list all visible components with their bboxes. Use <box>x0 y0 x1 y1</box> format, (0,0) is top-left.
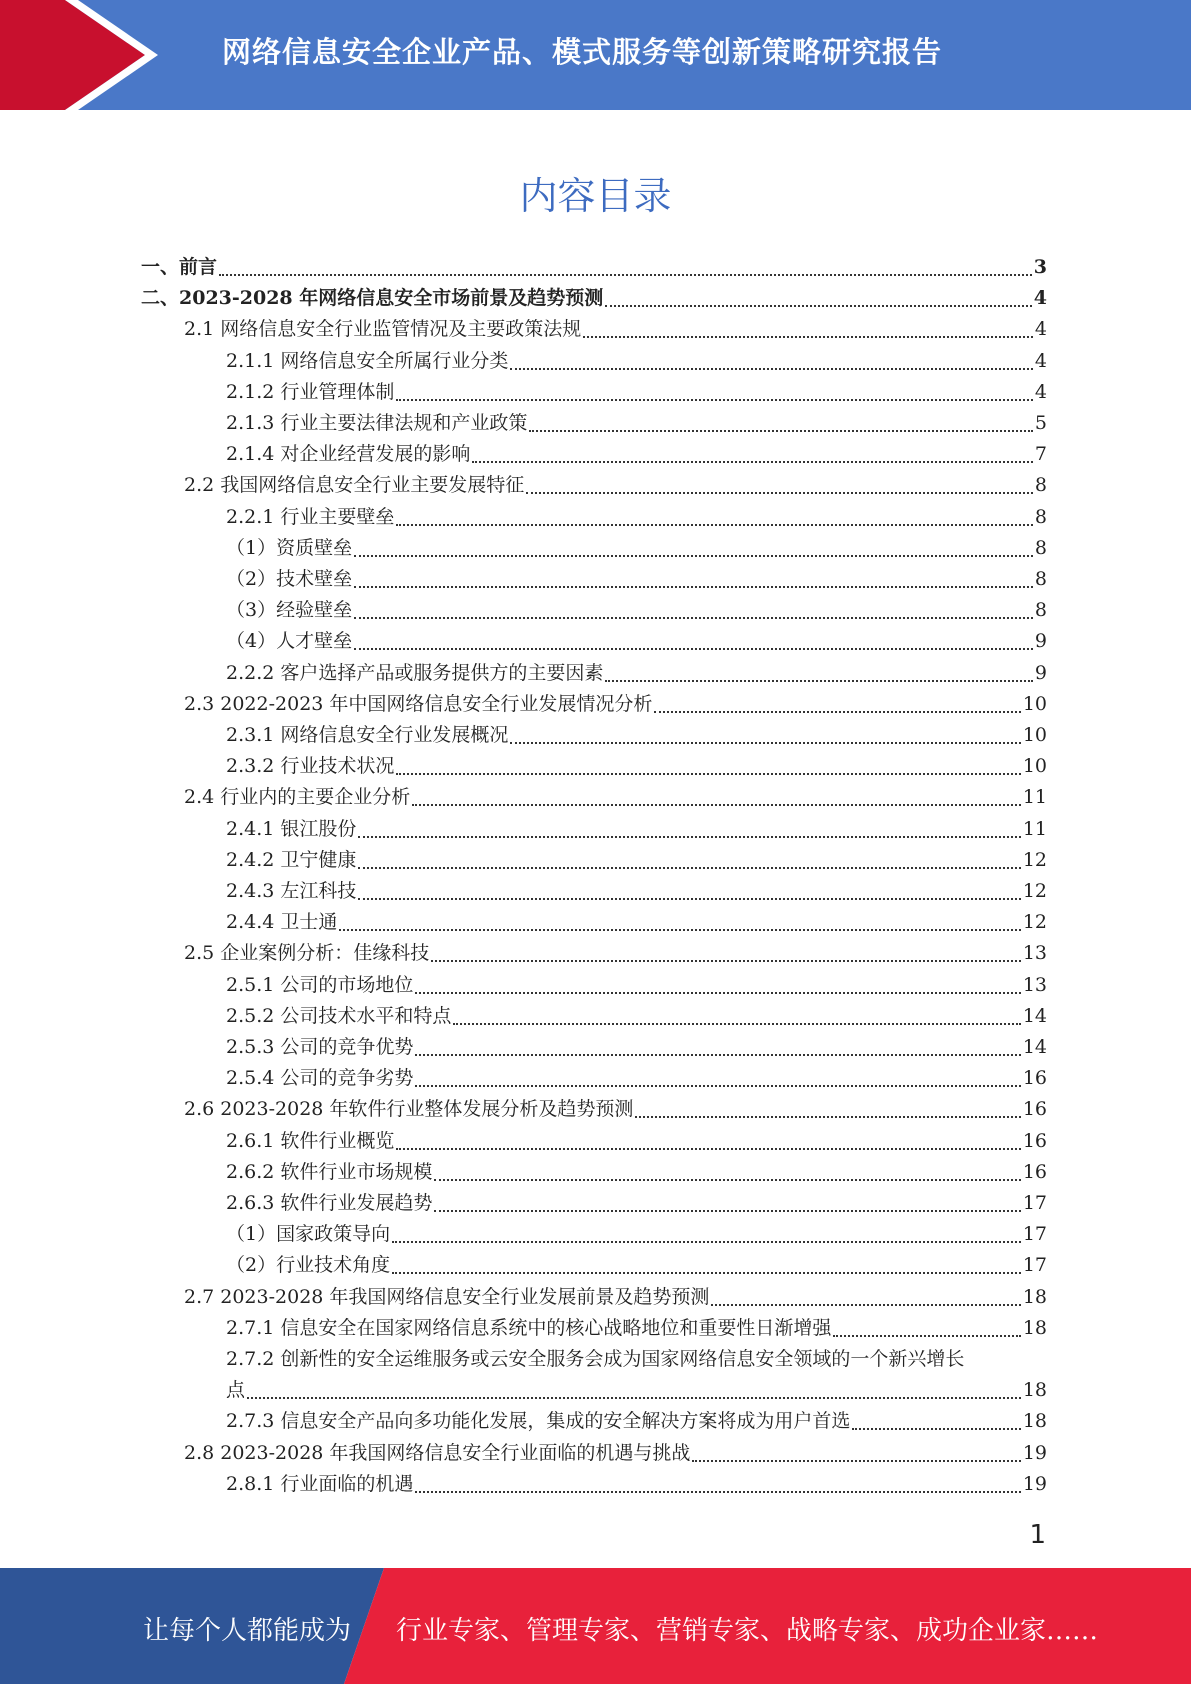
toc-entry-page: 14 <box>1022 1036 1047 1058</box>
toc-entry[interactable] <box>226 751 1047 781</box>
toc-leader-dots <box>605 283 1032 307</box>
toc-leader-dots <box>219 252 1032 276</box>
toc-entry-page: 18 <box>1022 1316 1047 1339</box>
toc-entry-text: 2.4.3 左江科技 <box>226 880 357 902</box>
toc-leader-dots <box>415 1032 1020 1056</box>
toc-entry-text: 2.5.2 公司技术水平和特点 <box>226 1004 452 1027</box>
toc-entry-text: 2.5 企业案例分析：佳缘科技 <box>184 942 430 965</box>
toc-entry[interactable] <box>226 439 1047 469</box>
toc-entry[interactable] <box>226 658 1047 688</box>
toc-entry-text: 2.2 我国网络信息安全行业主要发展特征 <box>184 474 525 497</box>
toc-entry[interactable] <box>184 1438 1047 1468</box>
toc-entry[interactable] <box>226 377 1047 407</box>
toc-leader-dots <box>852 1406 1020 1430</box>
toc-entry[interactable] <box>226 564 1047 594</box>
toc-leader-dots <box>396 751 1020 775</box>
toc-title: 内容目录 <box>519 174 672 218</box>
toc-entry-page: 13 <box>1022 942 1047 965</box>
toc-entry-page: 18 <box>1022 1410 1047 1433</box>
toc-entry[interactable] <box>226 1250 1047 1280</box>
toc-entry[interactable] <box>226 502 1047 532</box>
toc-entry-text: 2.8 2023-2028 年我国网络信息安全行业面临的机遇与挑战 <box>184 1441 691 1464</box>
toc-entry-page: 16 <box>1022 1098 1047 1121</box>
toc-entry-page: 3 <box>1033 256 1047 278</box>
toc-leader-dots <box>392 1250 1021 1274</box>
toc-entry[interactable] <box>184 938 1047 968</box>
toc-leader-dots <box>396 502 1033 526</box>
toc-entry-text: 二、2023-2028 年网络信息安全市场前景及趋势预测 <box>141 287 604 310</box>
toc-entry-text: （4）人才壁垒 <box>226 630 353 653</box>
toc-entry[interactable] <box>226 1157 1047 1187</box>
toc-leader-dots <box>635 1094 1020 1118</box>
toc-entry-text: 2.4.4 卫士通 <box>226 911 338 934</box>
toc-entry-page: 9 <box>1034 661 1047 684</box>
toc-entry-page: 17 <box>1022 1223 1047 1246</box>
toc-entry-page: 7 <box>1034 443 1047 466</box>
footer-slogan-right: 行业专家、管理专家、营销专家、战略专家、成功企业家…… <box>396 1616 1099 1646</box>
toc-entry-text: （1）资质壁垒 <box>226 536 353 559</box>
toc-leader-dots <box>605 658 1033 682</box>
toc-entry-page: 18 <box>1022 1285 1047 1308</box>
toc-leader-dots <box>354 533 1033 557</box>
toc-entry[interactable] <box>226 346 1047 376</box>
toc-leader-dots <box>358 814 1020 838</box>
page-number: 1 <box>1029 1520 1046 1550</box>
toc-entry[interactable] <box>226 408 1047 438</box>
toc-leader-dots <box>510 346 1033 370</box>
toc-entry-page: 19 <box>1022 1441 1047 1464</box>
toc-entry[interactable] <box>226 1188 1047 1218</box>
toc-entry-text: 2.2.2 客户选择产品或服务提供方的主要因素 <box>226 661 604 684</box>
toc-entry-text: 2.7 2023-2028 年我国网络信息安全行业发展前景及趋势预测 <box>184 1285 710 1308</box>
toc-entry-text: 2.1 网络信息安全行业监管情况及主要政策法规 <box>184 318 582 341</box>
toc-entry-text: 2.4.1 银江股份 <box>226 817 357 840</box>
toc-entry[interactable] <box>184 1282 1047 1312</box>
toc-entry[interactable] <box>226 720 1047 750</box>
toc-entry-page: 8 <box>1034 599 1047 622</box>
footer-slogan-left: 让每个人都能成为 <box>143 1616 352 1646</box>
header-title: 网络信息安全企业产品、模式服务等创新策略研究报告 <box>222 35 943 69</box>
toc-entry-page: 8 <box>1034 505 1047 528</box>
toc-entry[interactable] <box>184 470 1047 500</box>
toc-entry-text: 2.1.1 网络信息安全所属行业分类 <box>226 349 509 372</box>
toc-entry[interactable] <box>226 1032 1047 1062</box>
toc-leader-dots <box>339 907 1020 931</box>
toc-entry-text: （3）经验壁垒 <box>226 599 353 622</box>
toc-entry-page: 17 <box>1022 1192 1047 1214</box>
toc-entry-page: 8 <box>1034 568 1047 590</box>
toc-entry-text: 2.6.1 软件行业概览 <box>226 1129 395 1152</box>
toc-entry-text: 2.8.1 行业面临的机遇 <box>226 1472 414 1495</box>
toc-entry-text: 一、前言 <box>141 256 218 278</box>
toc-leader-dots <box>415 1063 1020 1087</box>
toc-entry-text: （2）技术壁垒 <box>226 568 353 590</box>
toc-entry-page: 14 <box>1022 1004 1047 1027</box>
toc-leader-dots <box>472 439 1033 463</box>
toc-leader-dots <box>529 408 1033 432</box>
toc-entry-text: （1）国家政策导向 <box>226 1223 391 1246</box>
toc-leader-dots <box>354 626 1033 650</box>
toc-entry-page: 12 <box>1022 848 1047 871</box>
toc-entry-text: 2.1.2 行业管理体制 <box>226 380 395 403</box>
toc-entry-text: 2.6.2 软件行业市场规模 <box>226 1160 433 1183</box>
toc-entry-page: 4 <box>1034 318 1047 341</box>
toc-entry-text: 2.7.1 信息安全在国家网络信息系统中的核心战略地位和重要性日渐增强 <box>226 1316 832 1339</box>
toc-entry[interactable] <box>226 1375 1047 1405</box>
toc-leader-dots <box>453 1001 1020 1025</box>
toc-leader-dots <box>434 1157 1020 1181</box>
page-footer <box>0 1568 1191 1684</box>
toc-entry-text: 2.5.4 公司的竞争劣势 <box>226 1067 414 1090</box>
toc-entry[interactable] <box>226 1344 1047 1374</box>
toc-entry-text: 2.3.1 网络信息安全行业发展概况 <box>226 724 509 746</box>
toc-entry-page: 16 <box>1022 1129 1047 1152</box>
toc-entry-page: 11 <box>1022 817 1047 840</box>
toc-entry-text: 2.4.2 卫宁健康 <box>226 848 357 871</box>
toc-entry-text: 2.4 行业内的主要企业分析 <box>184 786 411 809</box>
toc-entry[interactable] <box>226 533 1047 563</box>
toc-entry-page: 9 <box>1034 630 1047 653</box>
toc-entry[interactable] <box>226 626 1047 656</box>
toc-entry[interactable] <box>184 689 1047 719</box>
toc-entry[interactable] <box>226 1219 1047 1249</box>
toc-entry[interactable] <box>226 1406 1047 1436</box>
toc-entry-text: 2.6 2023-2028 年软件行业整体发展分析及趋势预测 <box>184 1098 634 1121</box>
toc-entry-page: 4 <box>1034 380 1047 403</box>
page-header <box>0 0 1191 110</box>
toc-entry[interactable] <box>226 970 1047 1000</box>
toc-entry[interactable] <box>226 876 1047 906</box>
toc-leader-dots <box>654 689 1020 713</box>
toc-entry-text: 2.6.3 软件行业发展趋势 <box>226 1192 433 1214</box>
toc-leader-dots <box>583 314 1033 338</box>
toc-entry-page: 17 <box>1022 1254 1047 1277</box>
toc-entry-text: 点 <box>226 1379 246 1402</box>
toc-leader-dots <box>358 845 1020 869</box>
toc-entry[interactable] <box>141 283 1047 313</box>
toc-entry-page: 12 <box>1022 911 1047 934</box>
toc-entry-page: 8 <box>1034 474 1047 497</box>
toc-entry[interactable] <box>141 252 1047 282</box>
toc-leader-dots <box>833 1313 1020 1337</box>
toc-entry-page: 10 <box>1022 724 1047 746</box>
toc-entry-page: 13 <box>1022 973 1047 996</box>
toc-leader-dots <box>431 938 1021 962</box>
toc-entry-text: 2.3 2022-2023 年中国网络信息安全行业发展情况分析 <box>184 692 653 715</box>
toc-leader-dots <box>412 782 1021 806</box>
toc-entry[interactable] <box>184 314 1047 344</box>
toc-entry-text: 2.7.3 信息安全产品向多功能化发展，集成的安全解决方案将成为用户首选 <box>226 1410 851 1433</box>
toc-entry[interactable] <box>226 1469 1047 1499</box>
toc-entry-text: 2.5.3 公司的竞争优势 <box>226 1036 414 1058</box>
toc-entry-page: 5 <box>1034 412 1047 434</box>
toc-entry[interactable] <box>184 782 1047 812</box>
toc-entry-text: 2.1.4 对企业经营发展的影响 <box>226 443 471 466</box>
toc-entry-page: 11 <box>1022 786 1047 809</box>
toc-entry[interactable] <box>226 1313 1047 1343</box>
toc-leader-dots <box>354 595 1033 619</box>
toc-entry-text: （2）行业技术角度 <box>226 1254 391 1277</box>
toc-entry[interactable] <box>226 907 1047 937</box>
toc-entry[interactable] <box>226 1001 1047 1031</box>
toc-entry-page: 16 <box>1022 1067 1047 1090</box>
toc-entry[interactable] <box>226 845 1047 875</box>
toc-leader-dots <box>692 1438 1020 1462</box>
toc-entry-page: 19 <box>1022 1472 1047 1495</box>
toc-entry-page: 10 <box>1022 755 1047 778</box>
toc-leader-dots <box>247 1375 1021 1399</box>
toc-leader-dots <box>510 720 1020 744</box>
toc-leader-dots <box>392 1219 1021 1243</box>
toc-leader-dots <box>434 1188 1020 1212</box>
toc-leader-dots <box>358 876 1020 900</box>
toc-entry-text: 2.2.1 行业主要壁垒 <box>226 505 395 528</box>
toc-entry[interactable] <box>226 814 1047 844</box>
toc-entry[interactable] <box>184 1094 1047 1124</box>
toc-entry-text: 2.3.2 行业技术状况 <box>226 755 395 778</box>
toc-entry[interactable] <box>226 1126 1047 1156</box>
toc-leader-dots <box>354 564 1033 588</box>
toc-entry-page: 16 <box>1022 1160 1047 1183</box>
toc-entry-page: 12 <box>1022 880 1047 902</box>
toc-entry-text: 2.1.3 行业主要法律法规和产业政策 <box>226 412 528 434</box>
toc-leader-dots <box>396 1126 1020 1150</box>
toc-leader-dots <box>415 970 1020 994</box>
toc-leader-dots <box>711 1282 1020 1306</box>
toc-entry-page: 18 <box>1022 1379 1047 1402</box>
toc-leader-dots <box>415 1469 1020 1493</box>
toc-entry-text: 2.5.1 公司的市场地位 <box>226 973 414 996</box>
toc-entry-page: 10 <box>1022 692 1047 715</box>
toc-entry[interactable] <box>226 595 1047 625</box>
toc-entry-text: 2.7.2 创新性的安全运维服务或云安全服务会成为国家网络信息安全领域的一个新兴增长 <box>226 1348 965 1370</box>
toc-leader-dots <box>396 377 1033 401</box>
toc-entry-page: 4 <box>1033 287 1047 310</box>
toc-leader-dots <box>526 470 1033 494</box>
toc-entry[interactable] <box>226 1063 1047 1093</box>
toc-entry-page: 4 <box>1034 349 1047 372</box>
toc-entry-page: 8 <box>1034 536 1047 559</box>
